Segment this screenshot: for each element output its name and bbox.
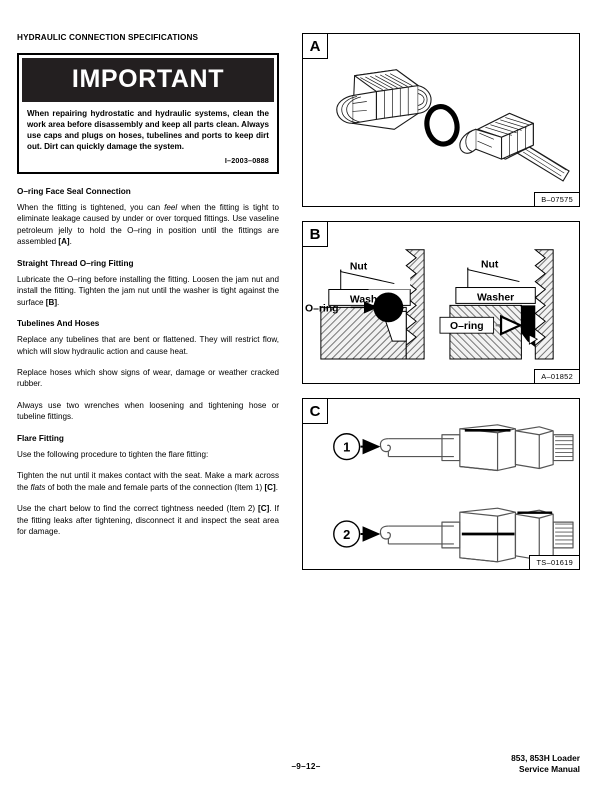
text-run: Lubricate the O–ring before installing the fitting. Loosen the jam nut and install the fitting. Tighten the jam nut until the washer is tight against the surface xyxy=(17,274,279,307)
label-washer-left: Washer xyxy=(349,294,388,306)
section-flare-fitting xyxy=(17,434,279,538)
paragraph-tubelines-2: Replace hoses which show signs of wear, damage or weather cracked rubber. xyxy=(17,367,279,389)
figure-c-id: TS–01619 xyxy=(529,555,580,571)
text-run: . xyxy=(69,237,72,247)
label-oring-left: O–ring xyxy=(304,303,339,315)
figure-a-illustration xyxy=(303,34,579,207)
section-tubelines-hoses xyxy=(17,319,279,423)
important-heading: IMPORTANT xyxy=(22,58,274,102)
label-washer-right: Washer xyxy=(476,292,515,304)
heading-straight-thread: Straight Thread O–ring Fitting xyxy=(17,258,134,268)
important-notice-box xyxy=(17,53,279,174)
figure-b-illustration xyxy=(303,222,579,384)
callout-2-number: 2 xyxy=(343,526,351,542)
text-run: Use the chart below to find the correct tightness needed (Item 2) xyxy=(17,504,259,514)
heading-flare-fitting: Flare Fitting xyxy=(17,433,64,443)
page-title: HYDRAULIC CONNECTION SPECIFICATIONS xyxy=(17,33,199,42)
emphasis-feel: feel xyxy=(164,202,178,212)
important-id: I–2003–0888 xyxy=(224,155,269,165)
text-run: of both the male and female parts of the connection (Item 1) xyxy=(45,482,265,492)
text-run: Tighten the nut until it makes contact with the seat. Make a mark across the xyxy=(17,471,279,492)
text-run: . If the fitting leaks after tightening, disconnect it and inspect the seat area for damage. xyxy=(17,504,279,537)
paragraph-flare-1: Use the following procedure to tighten the flare fitting: xyxy=(17,449,209,459)
heading-tubelines-hoses: Tubelines And Hoses xyxy=(17,319,100,329)
footer-page-number: –9–12– xyxy=(291,762,321,771)
figure-ref-a: [A] xyxy=(58,237,70,247)
paragraph-flare-3 xyxy=(17,503,279,537)
o-ring-shape xyxy=(423,104,460,147)
figure-ref-c: [C] xyxy=(258,504,270,514)
figure-a xyxy=(302,33,580,207)
figure-b-letter: B xyxy=(302,221,328,247)
figure-b xyxy=(302,221,580,384)
footer-manual-title xyxy=(511,753,580,775)
figure-a-id: B–07575 xyxy=(534,192,580,208)
figure-c-letter: C xyxy=(302,398,328,424)
paragraph-flare-2 xyxy=(17,470,279,493)
figure-c xyxy=(302,398,580,570)
figure-c-illustration xyxy=(303,399,579,570)
text-column xyxy=(17,33,279,549)
section-oring-face-seal xyxy=(17,187,279,248)
paragraph-tubelines-1: Replace any tubelines that are bent or flattened. They will restrict flow, which will slow hydraulic action and cause heat. xyxy=(17,335,279,356)
figure-a-letter: A xyxy=(302,33,328,59)
callout-1-number: 1 xyxy=(343,439,351,455)
emphasis-flats: flats xyxy=(30,482,46,492)
important-text: When repairing hydrostatic and hydraulic systems, clean the work area before disassembly and keep all parts clean. Always use caps and plugs on hoses, tubelines and ports to keep dirt out. Dirt can quickly damage the system. xyxy=(27,109,269,152)
text-run: When the fitting is tightened, you can xyxy=(17,202,165,212)
label-nut-right: Nut xyxy=(480,259,499,271)
text-run: . xyxy=(57,297,60,307)
paragraph-straight-thread xyxy=(17,274,279,308)
section-straight-thread xyxy=(17,259,279,308)
paragraph-oring-face-seal xyxy=(17,202,279,248)
callout-1 xyxy=(334,434,379,460)
text-run: when the fitting is tight to eliminate leakage caused by under or over torqued fittings. Use vaseline petroleum jelly to hold the O–ring in position until the fittings are assembled xyxy=(17,202,279,247)
text-run: . xyxy=(275,482,278,492)
heading-oring-face-seal: O–ring Face Seal Connection xyxy=(17,186,131,196)
paragraph-tubelines-3: Always use two wrenches when loosening and tightening hose or tubeline fittings. xyxy=(17,400,279,422)
footer-manual-line2: Service Manual xyxy=(519,763,580,774)
figure-ref-c: [C] xyxy=(264,482,276,492)
label-oring-right: O–ring xyxy=(450,321,484,333)
figure-ref-b: [B] xyxy=(45,297,58,307)
label-nut-left: Nut xyxy=(349,261,368,273)
figure-b-id: A–01852 xyxy=(534,369,580,385)
footer-manual-line1: 853, 853H Loader xyxy=(511,753,580,763)
callout-2 xyxy=(334,521,379,547)
